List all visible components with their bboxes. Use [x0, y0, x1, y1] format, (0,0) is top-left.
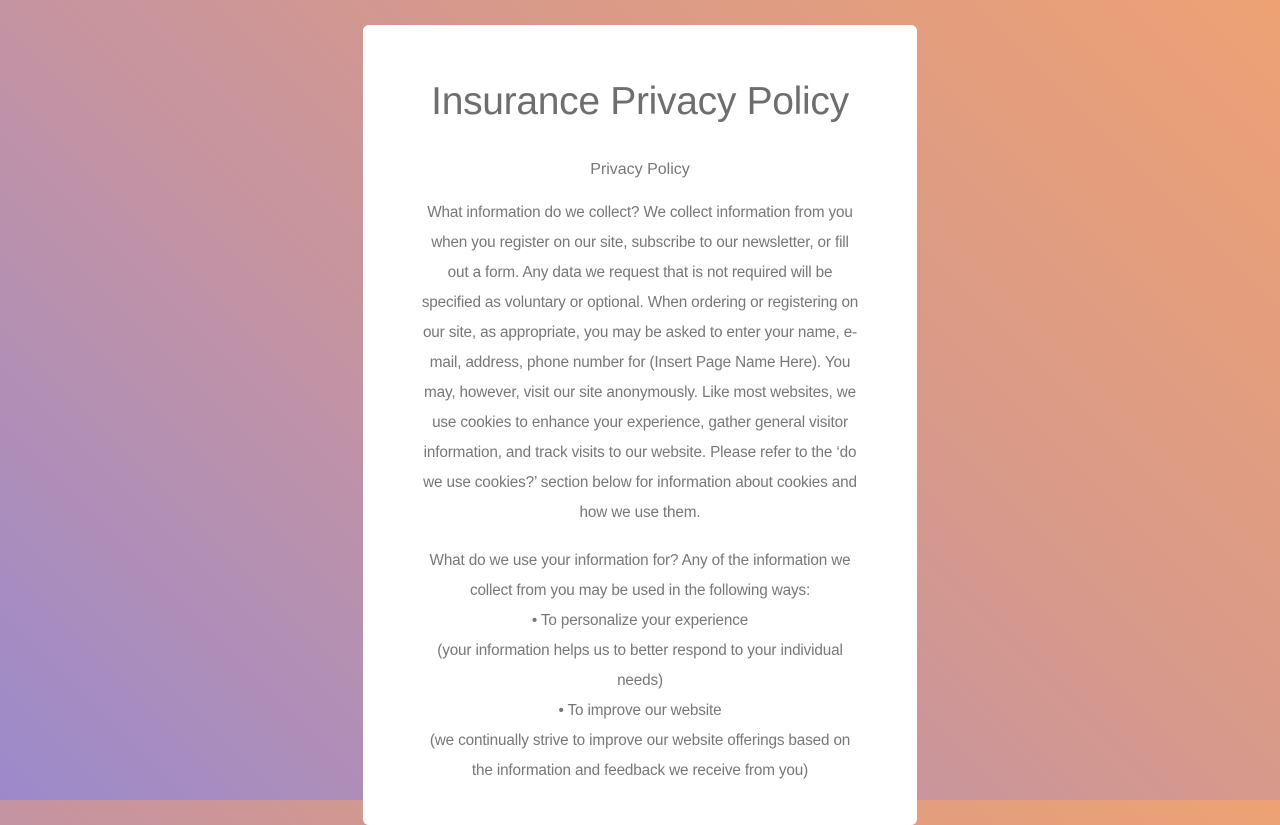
text-line: (your information helps us to better respond to your individual: [437, 642, 843, 659]
text-line: when you register on our site, subscribe to our newsletter, or fill: [431, 234, 849, 251]
text-line: What do we use your information for? Any of the information we: [429, 552, 851, 569]
text-line: mail, address, phone number for (Insert Page Name Here). You: [429, 354, 851, 371]
text-line: information, and track visits to our website. Please refer to the ‘do: [423, 444, 857, 461]
text-line: our site, as appropriate, you may be asked to enter your name, e-: [422, 324, 858, 341]
text-line: how we use them.: [579, 504, 701, 521]
text-line: we use cookies?’ section below for information about cookies and: [423, 474, 857, 491]
bullet-item: • To personalize your experience: [531, 612, 749, 629]
section-heading: Privacy Policy: [590, 161, 690, 178]
text-line: use cookies to enhance your experience, gather general visitor: [432, 414, 848, 431]
text-line: may, however, visit our site anonymously. Like most websites, we: [424, 384, 856, 401]
text-line: needs): [617, 672, 663, 689]
bullet-item: • To improve our website: [558, 702, 722, 719]
text-line: out a form. Any data we request that is not required will be: [447, 264, 833, 281]
policy-card: [363, 25, 917, 825]
page-title: Insurance Privacy Policy: [431, 80, 849, 123]
text-line: (we continually strive to improve our website offerings based on: [429, 732, 851, 749]
text-line: specified as voluntary or optional. When ordering or registering on: [421, 294, 859, 311]
text-line: collect from you may be used in the following ways:: [469, 582, 811, 599]
text-line: What information do we collect? We collect information from you: [427, 204, 853, 221]
paragraph-collect: [403, 198, 877, 528]
paragraph-use: [403, 546, 877, 786]
text-line: the information and feedback we receive from you): [471, 762, 809, 779]
